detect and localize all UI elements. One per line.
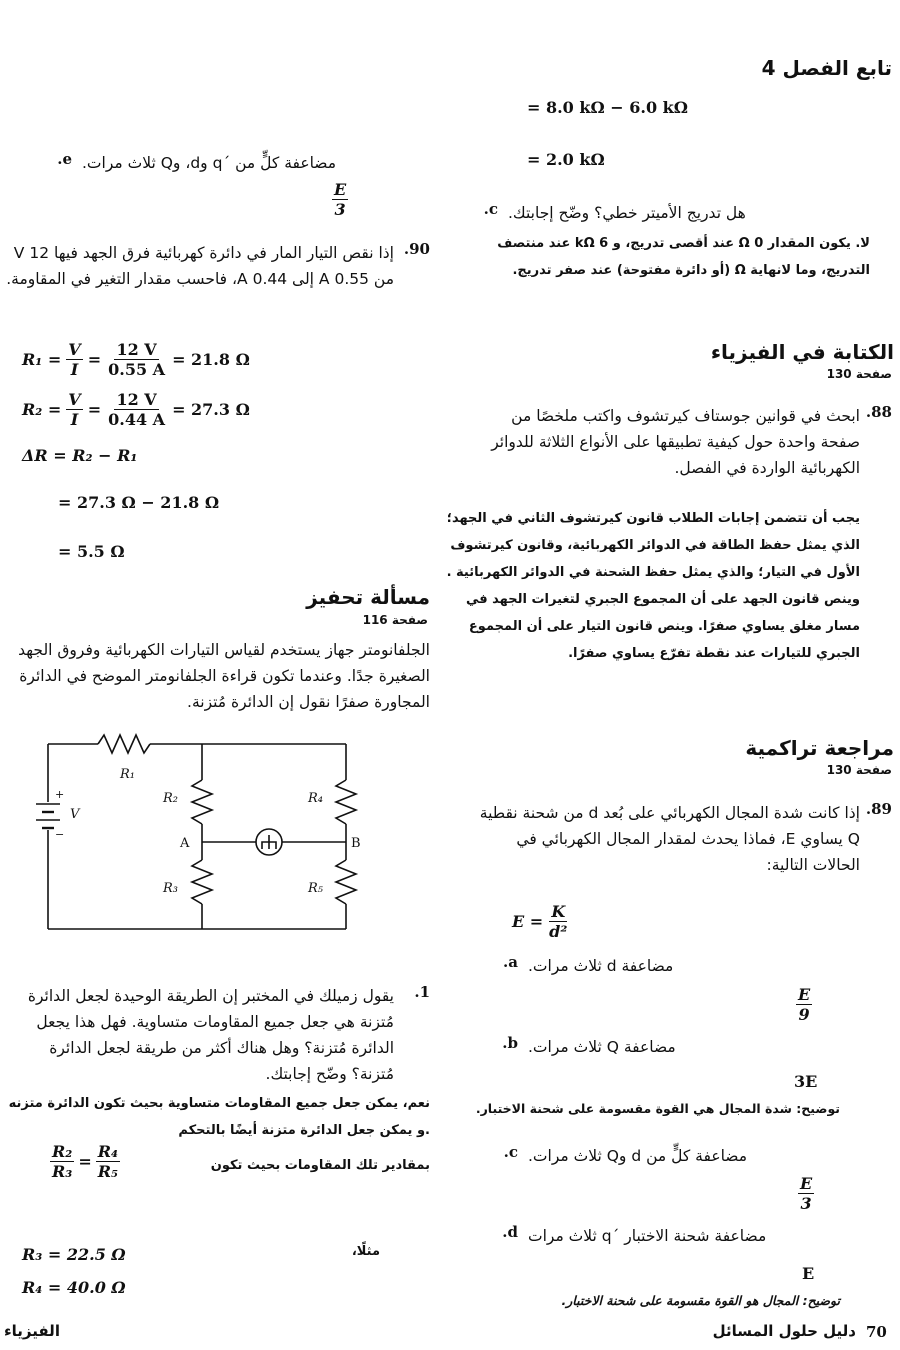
equation-line: R₄ = 40.0 Ω bbox=[22, 1278, 126, 1297]
equation-line: ΔR = R₂ − R₁ bbox=[22, 446, 138, 465]
equation-r1: R₁ = $\frac{V}{I}$ = $\frac{12 V}{0.55 A}$ = 21.8 Ω bbox=[22, 340, 250, 379]
question-90 bbox=[5, 240, 430, 292]
equation-line: = 8.0 kΩ − 6.0 kΩ bbox=[527, 98, 688, 117]
question-c bbox=[470, 200, 870, 226]
section-page: صفحة 130 bbox=[826, 763, 892, 777]
fraction-denominator: R₅ bbox=[97, 1162, 119, 1181]
fraction-numerator: E bbox=[798, 985, 811, 1004]
part-b bbox=[490, 1034, 870, 1060]
equation-line: = 27.3 Ω − 21.8 Ω bbox=[58, 493, 220, 512]
part-label: a. bbox=[503, 953, 518, 971]
fraction-numerator: 12 V bbox=[116, 340, 157, 359]
fraction-numerator: V bbox=[68, 340, 81, 359]
fraction-numerator: R₂ bbox=[52, 1142, 73, 1161]
formula-field bbox=[512, 902, 569, 941]
intro-paragraph: الجلفانومتر جهاز يستخدم لقياس التيارات الكهربائية وفروق الجهد الصغيرة جدًا. وعندما تكون قراءة الجلفانومتر الموضح في الدائرة المجاورة صفرًا نقول إن الدائرة مُتزنة. bbox=[18, 641, 430, 711]
answer-fraction bbox=[796, 985, 812, 1024]
fraction-numerator: E bbox=[334, 180, 347, 199]
resistor-r5 bbox=[336, 860, 356, 904]
answer-value: 3E bbox=[794, 1072, 818, 1091]
answer-text: يجب أن تتضمن إجابات الطلاب قانون كيرتشوف الثاني في الجهد؛ الذي يمثل حفظ الطاقة في الدوائر الكهربائية، وقانون كيرتشوف الأول في التيار؛ والذي يمثل حفظ الشحنة في الدوائر الكهربائية . وينص قانون الجهد على أن المجموع الجبري لتغيرات الجهد في مسار مغلق يساوي صفرًا. وينص قانون التيار على أن المجموع الجبري للتيارات عند نقطة تفرّع يساوي صفرًا. bbox=[446, 511, 860, 661]
part-d bbox=[490, 1223, 870, 1249]
question-text: إذا كانت شدة المجال الكهربائي على بُعد d من شحنة نقطية Q يساوي E، فماذا يحدث لمقدار المجال الكهربائي في الحالات التالية: bbox=[479, 804, 860, 874]
fraction-denominator: I bbox=[70, 360, 79, 379]
answer-fraction bbox=[332, 180, 348, 219]
wheatstone-bridge-diagram bbox=[28, 732, 373, 932]
fraction-denominator: 3 bbox=[334, 200, 346, 219]
equation-line: = 5.5 Ω bbox=[58, 542, 125, 561]
question-number: 88. bbox=[865, 403, 892, 421]
equation-line: R₃ = 22.5 Ω bbox=[22, 1245, 126, 1264]
section-page: صفحة 130 bbox=[826, 367, 892, 381]
question-text: يقول زميلك في المختبر إن الطريقة الوحيدة لجعل الدائرة مُتزنة هي جعل جميع المقاومات متساوية. فهل هذا يجعل الدائرة مُتزنة؟ وهل هناك أكثر من طريقة لجعل الدائرة مُتزنة؟ وضّح إجابتك. bbox=[27, 987, 394, 1083]
label-minus: − bbox=[55, 828, 65, 841]
question-number: 89. bbox=[865, 800, 892, 818]
section-page: صفحة 116 bbox=[362, 613, 428, 627]
section-title: مسألة تحفيز bbox=[306, 585, 430, 609]
example-label: مثلًا، bbox=[351, 1244, 380, 1259]
section-title: الكتابة في الفيزياء bbox=[710, 340, 894, 364]
footer-title: دليل حلول المسائل bbox=[712, 1322, 856, 1340]
question-text: هل تدريج الأميتر خطي؟ وضّح إجابتك. bbox=[508, 204, 746, 222]
fraction-numerator: E bbox=[800, 1174, 813, 1193]
question-1 bbox=[2, 983, 430, 1087]
question-number: 1. bbox=[414, 983, 430, 1001]
part-text: مضاعفة كلٍّ من d وQ ثلاث مرات. bbox=[528, 1147, 748, 1165]
part-label: d. bbox=[502, 1223, 518, 1241]
fraction-denominator: R₃ bbox=[52, 1162, 73, 1181]
label-voltage: V bbox=[70, 807, 80, 822]
answer-text: لا. يكون المقدار 0 Ω عند أقصى تدريج، و 6 kΩ عند منتصف التدريج، وما لانهاية Ω (أو دائرة مفتوحة) عند صفر تدريج. bbox=[497, 236, 870, 278]
question-number: 90. bbox=[403, 240, 430, 258]
answer-ratio-line bbox=[20, 1140, 430, 1190]
fraction-numerator: 12 V bbox=[116, 390, 157, 409]
fraction-denominator: I bbox=[70, 410, 79, 429]
equation-lhs: R₁ = bbox=[22, 350, 62, 369]
label-r2: R₂ bbox=[163, 791, 178, 806]
page-number: 70 bbox=[866, 1323, 887, 1341]
equation-r2: R₂ = $\frac{V}{I}$ = $\frac{12 V}{0.44 A}$ = 27.3 Ω bbox=[22, 390, 250, 429]
resistor-r1 bbox=[98, 735, 150, 753]
fraction-denominator: 0.55 A bbox=[108, 360, 166, 379]
equation-line: = 2.0 kΩ bbox=[527, 150, 605, 169]
fraction-denominator: 3 bbox=[800, 1194, 812, 1213]
part-text: مضاعفة شحنة الاختبار ´q ثلاث مرات bbox=[528, 1227, 767, 1245]
fraction-denominator: d² bbox=[549, 922, 568, 941]
label-r1: R₁ bbox=[120, 767, 135, 782]
fraction-numerator: R₄ bbox=[97, 1142, 119, 1161]
label-r3: R₃ bbox=[163, 881, 178, 896]
footer-subject: الفيزياء bbox=[4, 1322, 60, 1340]
answer-text: بمقادير تلك المقاومات بحيث تكون bbox=[210, 1158, 430, 1173]
fraction-numerator: V bbox=[68, 390, 81, 409]
part-text: مضاعفة d ثلاث مرات. bbox=[528, 957, 674, 975]
label-plus: + bbox=[55, 788, 65, 801]
question-text: ابحث في قوانين جوستاف كيرتشوف واكتب ملخصًا من صفحة واحدة حول كيفية تطبيقها على الأنواع الثلاثة للدوائر الكهربائية الواردة في الفصل. bbox=[491, 407, 860, 477]
fraction-numerator: K bbox=[551, 902, 566, 921]
fraction-denominator: 9 bbox=[798, 1005, 810, 1024]
resistor-r3 bbox=[192, 860, 212, 904]
label-node-a: A bbox=[180, 836, 190, 851]
label-node-b: B bbox=[351, 836, 361, 851]
ratio-formula: $\frac{\text{R₂}}{\text{R₃}}$ = $\frac{\text{R₄}}{\text{R₅}}$ bbox=[52, 1142, 119, 1181]
fraction-denominator: 0.44 A bbox=[108, 410, 166, 429]
equation-result: = 21.8 Ω bbox=[172, 350, 250, 369]
resistor-r2 bbox=[192, 780, 212, 824]
chapter-header: تابع الفصل 4 bbox=[761, 56, 892, 80]
part-label: b. bbox=[502, 1034, 518, 1052]
section-title: مراجعة تراكمية bbox=[745, 736, 894, 760]
resistor-r4 bbox=[336, 780, 356, 824]
part-c bbox=[490, 1143, 870, 1169]
formula-lhs: E = bbox=[512, 912, 544, 931]
part-a bbox=[490, 953, 870, 979]
question-89 bbox=[467, 800, 892, 878]
answer-note: توضيح: شدة المجال هي القوة مقسومة على شحنة الاختبار. bbox=[475, 1101, 840, 1116]
answer-value: E bbox=[802, 1264, 815, 1283]
part-e bbox=[44, 150, 404, 176]
answer-text: نعم، يمكن جعل جميع المقاومات متساوية بحيث تكون الدائرة متزنه .و يمكن جعل الدائرة متزنة أيضًا بالتحكم bbox=[8, 1096, 430, 1138]
equation-lhs: R₂ = bbox=[22, 400, 62, 419]
question-label: c. bbox=[483, 200, 498, 218]
equation-result: = 27.3 Ω bbox=[172, 400, 250, 419]
label-r4: R₄ bbox=[308, 791, 323, 806]
question-text: إذا نقص التيار المار في دائرة كهربائية فرق الجهد فيها 12 V من 0.55 A إلى 0.44 A، فاحسب مقدار التغير في المقاومة. bbox=[6, 244, 394, 288]
part-text: مضاعفة كلٍّ من ´q وd، وQ ثلاث مرات. bbox=[82, 154, 337, 172]
part-text: مضاعفة Q ثلاث مرات. bbox=[528, 1038, 676, 1056]
question-88 bbox=[467, 403, 892, 481]
label-r5: R₅ bbox=[308, 881, 323, 896]
answer-note: توضيح: المجال هو القوة مقسومة على شحنة الاختبار. bbox=[561, 1293, 840, 1308]
part-label: c. bbox=[503, 1143, 518, 1161]
answer-fraction bbox=[798, 1174, 814, 1213]
part-label: e. bbox=[57, 150, 72, 168]
